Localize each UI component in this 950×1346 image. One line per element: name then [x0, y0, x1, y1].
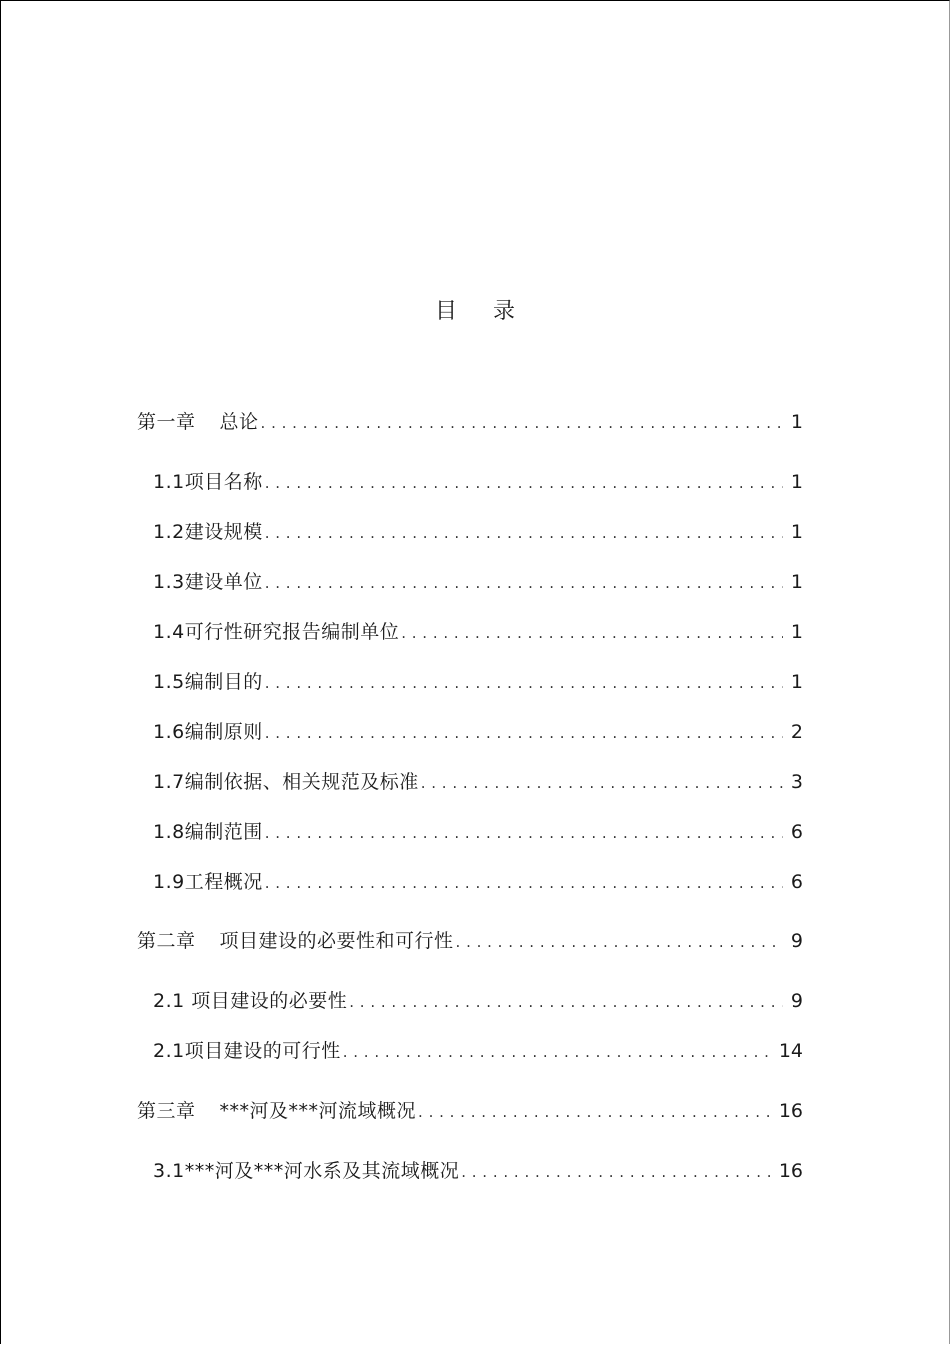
- entry-title: 项目名称: [184, 471, 263, 493]
- section-number: 1.9: [153, 871, 185, 893]
- page-number: 14: [778, 1040, 803, 1062]
- dot-leader: [265, 668, 783, 698]
- entry-title: 项目建设的必要性: [184, 990, 348, 1012]
- dot-leader: [265, 518, 783, 548]
- page-number: 16: [778, 1100, 803, 1122]
- entry-title: ***河及***河流域概况: [219, 1100, 417, 1122]
- section-number: 1.4: [153, 621, 185, 643]
- toc-entry[interactable]: [153, 667, 803, 697]
- page-number: 1: [790, 571, 803, 593]
- entry-title: 总论: [219, 411, 259, 433]
- entry-title: 建设单位: [184, 571, 263, 593]
- page-number: 1: [790, 471, 803, 493]
- entry-title: 项目建设的可行性: [184, 1040, 341, 1062]
- section-number: 1.1: [153, 471, 185, 493]
- dot-leader: [418, 1097, 773, 1127]
- page-number: 9: [790, 930, 803, 952]
- page-number: 1: [790, 521, 803, 543]
- section-number: 2.1: [153, 990, 185, 1012]
- toc-entry[interactable]: [153, 986, 803, 1016]
- entry-title: ***河及***河水系及其流域概况: [184, 1160, 460, 1182]
- toc-entry[interactable]: [153, 617, 803, 647]
- page-number: 2: [790, 721, 803, 743]
- chapter-number: 第一章: [137, 411, 196, 433]
- dot-leader: [265, 818, 783, 848]
- dot-leader: [265, 568, 783, 598]
- toc-entry[interactable]: [153, 1036, 803, 1066]
- entry-title: 可行性研究报告编制单位: [184, 621, 400, 643]
- section-number: 1.6: [153, 721, 185, 743]
- page-number: 1: [790, 671, 803, 693]
- dot-leader: [343, 1037, 773, 1067]
- page-number: 6: [790, 821, 803, 843]
- page-number: 1: [790, 411, 803, 433]
- toc-entry[interactable]: [137, 407, 803, 437]
- page-number: 1: [790, 621, 803, 643]
- dot-leader: [461, 1157, 773, 1187]
- toc-entry[interactable]: [153, 567, 803, 597]
- toc-entry[interactable]: [153, 817, 803, 847]
- toc-entry[interactable]: [153, 517, 803, 547]
- dot-leader: [401, 618, 783, 648]
- dot-leader: [421, 768, 783, 798]
- entry-title: 项目建设的必要性和可行性: [219, 930, 454, 952]
- toc-list: [1, 1, 950, 1346]
- toc-title: 目录: [434, 299, 551, 324]
- entry-title: 编制范围: [184, 821, 263, 843]
- chapter-number: 第二章: [137, 930, 196, 952]
- page-number: 3: [790, 771, 803, 793]
- page-number: 9: [790, 990, 803, 1012]
- page-number: 6: [790, 871, 803, 893]
- section-number: 2.1: [153, 1040, 185, 1062]
- dot-leader: [265, 718, 783, 748]
- dot-leader: [456, 927, 783, 957]
- toc-entry[interactable]: [153, 867, 803, 897]
- dot-leader: [349, 987, 783, 1017]
- toc-entry[interactable]: [153, 1156, 803, 1186]
- entry-title: 编制依据、相关规范及标准: [184, 771, 419, 793]
- toc-entry[interactable]: [137, 1096, 803, 1126]
- section-number: 1.8: [153, 821, 185, 843]
- entry-title: 工程概况: [184, 871, 263, 893]
- toc-entry[interactable]: [153, 717, 803, 747]
- dot-leader: [261, 408, 783, 438]
- toc-entry[interactable]: [153, 767, 803, 797]
- toc-entry[interactable]: [153, 467, 803, 497]
- section-number: 1.2: [153, 521, 185, 543]
- section-number: 1.5: [153, 671, 185, 693]
- page-number: 16: [778, 1160, 803, 1182]
- entry-title: 编制原则: [184, 721, 263, 743]
- toc-entry[interactable]: [137, 926, 803, 956]
- entry-title: 编制目的: [184, 671, 263, 693]
- section-number: 1.7: [153, 771, 185, 793]
- dot-leader: [265, 868, 783, 898]
- entry-title: 建设规模: [184, 521, 263, 543]
- section-number: 3.1: [153, 1160, 185, 1182]
- chapter-number: 第三章: [137, 1100, 196, 1122]
- section-number: 1.3: [153, 571, 185, 593]
- dot-leader: [265, 468, 783, 498]
